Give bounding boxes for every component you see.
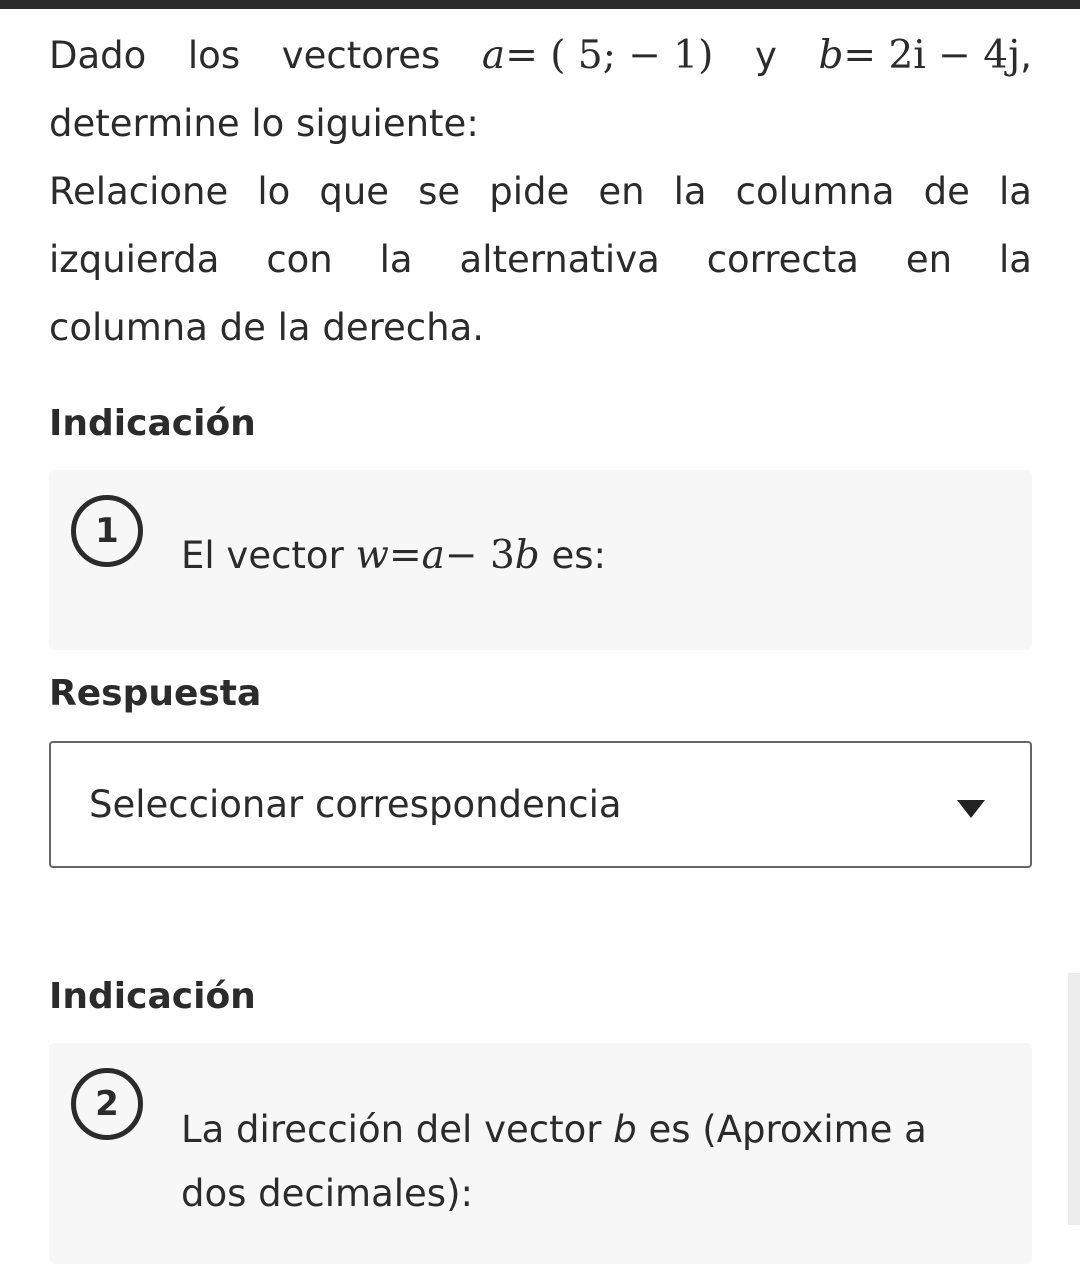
- word: correcta: [706, 238, 859, 281]
- word: en: [598, 170, 645, 213]
- select-value: Seleccionar correspondencia: [89, 783, 622, 826]
- word: columna: [735, 170, 895, 213]
- scrollbar[interactable]: [1068, 973, 1080, 1225]
- statement-line-2: determine lo siguiente:: [49, 102, 479, 145]
- statement-line-5: columna de la derecha.: [49, 306, 485, 349]
- vector-b-formula: b= 2i − 4j,: [818, 33, 1032, 78]
- caret-down-icon: [957, 800, 985, 818]
- word: vectores: [281, 34, 441, 77]
- vector-b-symbol: b: [613, 1108, 637, 1151]
- vector-a-formula: a= ( 5; − 1): [481, 33, 714, 78]
- word: pide: [489, 170, 570, 213]
- word: Relacione: [49, 170, 229, 213]
- word: se: [418, 170, 461, 213]
- indication-title-1: Indicación: [49, 403, 256, 444]
- word: la: [998, 238, 1032, 281]
- word: izquierda: [49, 238, 220, 281]
- word: la: [998, 170, 1032, 213]
- indication-text-1: El vector w=a− 3b es:: [181, 533, 607, 578]
- indication-card-2: [49, 1043, 1032, 1264]
- question-statement: [49, 22, 1032, 362]
- word: con: [266, 238, 333, 281]
- word: y: [754, 34, 777, 77]
- word: la: [673, 170, 707, 213]
- statement-line-3: [49, 158, 1032, 226]
- word: los: [187, 34, 241, 77]
- word: Dado: [49, 34, 147, 77]
- word: de: [923, 170, 970, 213]
- word: en: [905, 238, 953, 281]
- statement-line-4: [49, 226, 1032, 294]
- word: lo: [257, 170, 291, 213]
- word: alternativa: [459, 238, 660, 281]
- formula-w: w=a− 3b: [355, 533, 540, 578]
- answer-select[interactable]: [49, 741, 1032, 868]
- item-number-badge: 1: [71, 495, 143, 567]
- indication-card-1: [49, 470, 1032, 650]
- indication-title-2: Indicación: [49, 976, 256, 1017]
- answer-title: Respuesta: [49, 673, 262, 714]
- statement-line-1: [49, 22, 1032, 90]
- item-number-badge: 2: [71, 1068, 143, 1140]
- indication-text-2: La dirección del vector b es (Aproxime a dos decimales):: [181, 1108, 927, 1215]
- word: la: [379, 238, 413, 281]
- word: que: [319, 170, 390, 213]
- top-bar: [0, 0, 1080, 9]
